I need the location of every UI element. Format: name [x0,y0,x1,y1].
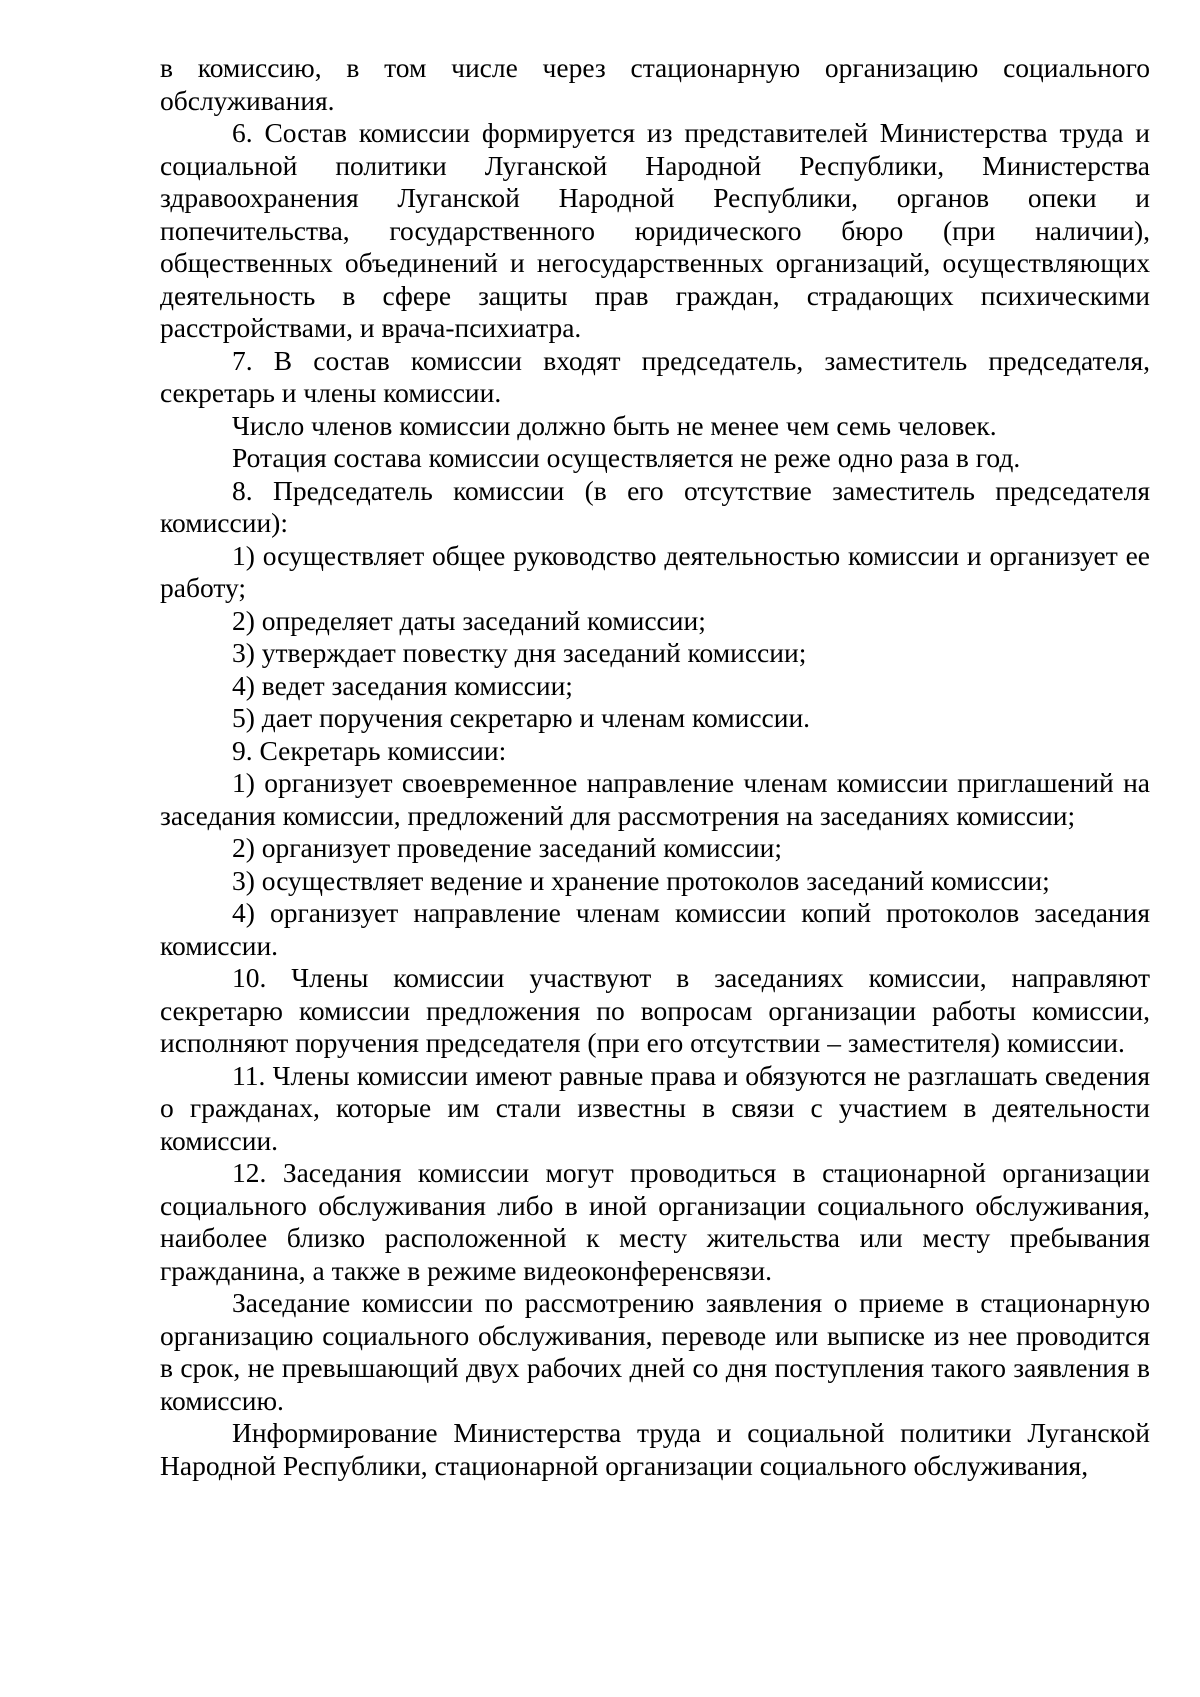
paragraph-item-10: 10. Члены комиссии участвуют в заседаниях комиссии, направляют секретарю комиссии предложения по вопросам организации работы комиссии, исполняют поручения председателя (при его отсутствии – заместителя) комиссии. [160,962,1150,1058]
paragraph-item-9-1: 1) организует своевременное направление членам комиссии приглашений на заседания комиссии, предложений для рассмотрения на заседаниях комиссии; [160,767,1150,831]
paragraph-item-8: 8. Председатель комиссии (в его отсутствие заместитель председателя комиссии): [160,474,1150,538]
paragraph-item-8-2: 2) определяет даты заседаний комиссии; [232,604,706,636]
paragraph-item-11: 11. Члены комиссии имеют равные права и обязуются не разглашать сведения о гражданах, которые им стали известны в связи с участием в деятельности комиссии. [160,1059,1150,1156]
document-page [160,52,1150,1482]
paragraph-item-8-3: 3) утверждает повестку дня заседаний комиссии; [232,637,807,668]
paragraph-continuation: в комиссию, в том числе через стационарную организацию социального обслуживания. [160,52,1150,116]
paragraph-item-8-4: 4) ведет заседания комиссии; [232,669,573,701]
paragraph-item-9-3: 3) осуществляет ведение и хранение протоколов заседаний комиссии; [232,864,1050,896]
paragraph-item-9-4: 4) организует направление членам комиссии копий протоколов заседания комиссии. [160,897,1150,961]
paragraph-members-count: Число членов комиссии должно быть не менее чем семь человек. [232,409,997,441]
paragraph-informing: Информирование Министерства труда и социальной политики Луганской Народной Республики, стационарной организации социального обслуживания, [160,1417,1150,1481]
paragraph-item-6: 6. Состав комиссии формируется из представителей Министерства труда и социальной политики Луганской Народной Республики, Министерства здравоохранения Луганской Народной Республики, органов опеки и попечительства, государственного юридического бюро (при наличии), общественных объединений и негосударственных организаций, осуществляющих деятельность в сфере защиты прав граждан, страдающих психическими расстройствами, и врача-психиатра. [160,117,1150,343]
paragraph-item-7: 7. В состав комиссии входят председатель, заместитель председателя, секретарь и члены комиссии. [160,344,1150,408]
paragraph-item-8-5: 5) дает поручения секретарю и членам комиссии. [232,702,811,733]
paragraph-item-8-1: 1) осуществляет общее руководство деятельностью комиссии и организует ее работу; [160,539,1150,603]
paragraph-rotation: Ротация состава комиссии осуществляется не реже одно раза в год. [232,442,1021,473]
paragraph-meeting-deadline: Заседание комиссии по рассмотрению заявления о приеме в стационарную организацию социального обслуживания, переводе или выписке из нее проводится в срок, не превышающий двух рабочих дней со дня поступления такого заявления в комиссию. [160,1287,1150,1416]
paragraph-item-9: 9. Секретарь комиссии: [232,734,507,766]
paragraph-item-9-2: 2) организует проведение заседаний комиссии; [232,832,783,863]
paragraph-item-12: 12. Заседания комиссии могут проводиться в стационарной организации социального обслуживания либо в иной организации социального обслуживания, наиболее близко расположенной к месту жительства или месту пребывания гражданина, а также в режиме видеоконференсвязи. [160,1157,1150,1286]
